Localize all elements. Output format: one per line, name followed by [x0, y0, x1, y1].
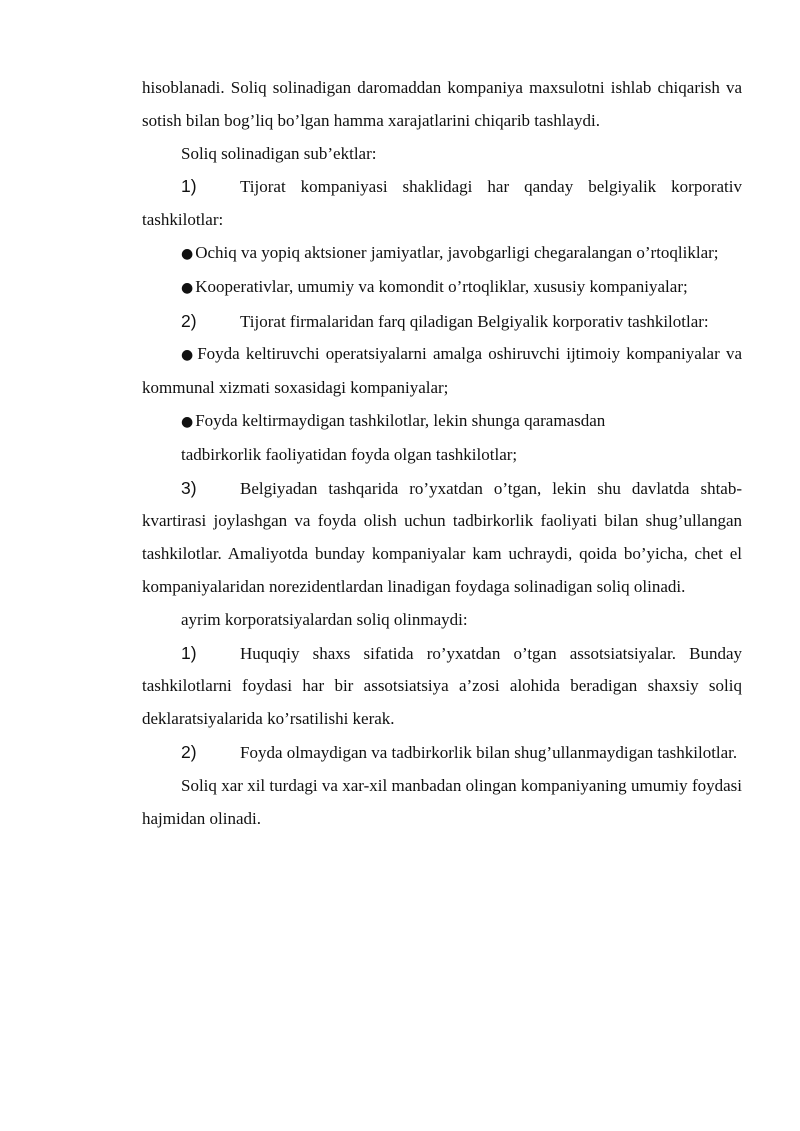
subjects-heading: Soliq solinadigan sub’ektlar: — [181, 143, 377, 163]
bullet-continuation: tadbirkorlik faoliyatidan foyda olgan tashkilotlar; — [181, 444, 518, 464]
document-page — [142, 72, 742, 835]
exempt-heading: ayrim korporatsiyalardan soliq olinmaydi: — [181, 609, 468, 629]
list-item-text: Huquqiy shaxs sifatida ro’yxatdan o’tgan assotsiatsiyalar. Bunday tashkilotlarni foydasi har bir assotsiatsiya a’zosi alohida beradigan shaxsiy soliq deklaratsiyalarida ko’rsatilishi kerak. — [142, 643, 742, 729]
list-item-text: Tijorat firmalaridan farq qiladigan Belgiyalik korporativ tashkilotlar: — [240, 311, 709, 331]
list-item-2 — [142, 305, 742, 339]
bullet-item — [142, 405, 742, 439]
list-item-text: Foyda olmaydigan va tadbirkorlik bilan shug’ullanmaydigan tashkilotlar. — [240, 742, 738, 762]
paragraph-closing: Soliq xar xil turdagi va xar-xil manbadan olingan kompaniyaning umumiy foydasi hajmidan olinadi. — [142, 775, 742, 828]
list-item-text: Tijorat kompaniyasi shaklidagi har qanday belgiyalik korporativ tashkilotlar: — [142, 177, 742, 230]
bullet-item — [142, 271, 742, 305]
list-number: 1) — [181, 642, 197, 663]
bullet-text: Foyda keltiruvchi operatsiyalarni amalga oshiruvchi ijtimoiy kompaniyalar va kommunal xizmati soxasidagi kompaniyalar; — [142, 344, 743, 398]
list-number: 1) — [181, 176, 197, 197]
list-number: 2) — [181, 310, 197, 331]
bullet-icon: ● — [181, 245, 194, 262]
exempt-item-2 — [142, 736, 742, 770]
list-item-1 — [142, 170, 742, 237]
list-item-3 — [142, 472, 742, 604]
bullet-icon: ● — [181, 413, 194, 430]
bullet-item — [142, 237, 742, 271]
list-number: 2) — [181, 741, 197, 762]
bullet-text: Ochiq va yopiq aktsioner jamiyatlar, javobgarligi chegaralangan o’rtoqliklar; — [195, 242, 719, 262]
bullet-icon: ● — [181, 347, 196, 364]
bullet-text: Foyda keltirmaydigan tashkilotlar, lekin shunga qaramasdan — [195, 410, 606, 430]
bullet-item — [142, 338, 742, 405]
exempt-item-1 — [142, 637, 742, 736]
bullet-icon: ● — [181, 279, 194, 296]
list-number: 3) — [181, 477, 197, 498]
paragraph-intro: hisoblanadi. Soliq solinadigan daromaddan kompaniya maxsulotni ishlab chiqarish va sotish bilan bog’liq bo’lgan hamma xarajatlarini chiqarib tashlaydi. — [142, 78, 742, 130]
bullet-text: Kooperativlar, umumiy va komondit o’rtoqliklar, xususiy kompaniyalar; — [195, 276, 688, 296]
list-item-text: Belgiyadan tashqarida ro’yxatdan o’tgan, lekin shu davlatda shtab-kvartirasi joylashgan va foyda olish uchun tadbirkorlik faoliyati bilan shug’ullangan tashkilotlar. Amaliyotda bunday kompaniyalar kam uchraydi, qoida bo’yicha, chet el kompaniyalaridan norezidentlardan linadigan foydaga solinadigan soliq olinadi. — [142, 478, 742, 596]
